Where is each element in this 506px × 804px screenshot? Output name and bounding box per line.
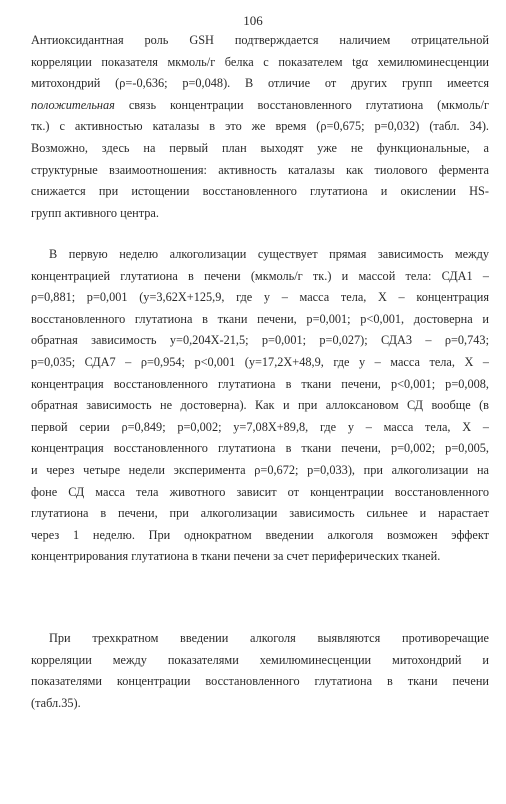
text-line: показателями концентрации восстановленного глутатиона в ткани печени [31,674,489,689]
text-line: первой серии ρ=0,849; p=0,002; y=7,08X+89,8, где y – масса тела, X – [31,419,489,434]
page-number: 106 [243,13,263,28]
paragraph-2 [31,244,489,568]
text-line: концентрирования глутатиона в ткани печени за счет периферических тканей. [31,549,441,564]
text-line: структурные взаимоотношения: активность каталазы как тиолового фермента [31,162,489,177]
text-line: фоне СД масса тела животного зависит от концентрации восстановленного [31,484,489,499]
text-line: В первую неделю алкоголизации существует прямая зависимость между [49,247,489,261]
paragraph-1 [31,30,489,224]
text-line: (табл.35). [31,695,81,710]
text-line: положительная связь концентрации восстановленного глутатиона (мкмоль/г [31,97,489,112]
text-line: При трехкратном введении алкоголя выявляются противоречащие [49,631,489,645]
text-line: Антиоксидантная роль GSH подтверждается наличием отрицательной [31,33,489,47]
text-line: корреляции между показателями хемилюминесценции митохондрий и [31,652,489,667]
text-line: концентрация восстановленного глутатиона в ткани печени, p=0,002; p=0,005, [31,441,489,456]
text-line: снижается при истощении восстановленного глутатиона и окислении HS- [31,184,489,199]
text-line: p=0,035; СДА7 – ρ=0,954; p<0,001 (y=17,2X+48,9, где y – масса тела, X – [31,354,489,369]
text-line: глутатиона в печени, при алкоголизации зависимость сильнее и нарастает [31,506,489,521]
text-line: митохондрий (ρ=-0,636; p=0,048). В отличие от других групп имеется [31,76,489,91]
text-line: и через четыре недели эксперимента ρ=0,672; p=0,033), при алкоголизации на [31,462,489,477]
text-line: обратная зависимость не достоверна). Как и при аллоксановом СД вообще (в [31,398,489,413]
text-line: концентрацией глутатиона в печени (мкмоль/г тк.) и массой тела: СДА1 – [31,268,489,283]
text-line: Возможно, здесь на первый план выходят уже не функциональные, а [31,140,489,155]
emphasized-word: положительная [31,97,115,112]
text-line: восстановленного глутатиона в ткани печени, p=0,001; p<0,001, достоверна и [31,311,489,326]
text-line: через 1 неделю. При однократном введении алкоголя возможен эффект [31,527,489,542]
text-line: обратная зависимость y=0,204X-21,5; p=0,001; p=0,027); СДА3 – ρ=0,743; [31,333,489,348]
text-line: корреляции показателя мкмоль/г белка с показателем tgα хемилюминесценции [31,54,489,69]
text-line: ρ=0,881; p=0,001 (y=3,62X+125,9, где y – масса тела, X – концентрация [31,290,489,305]
paragraph-3 [31,628,489,714]
text-line: концентрация восстановленного глутатиона в ткани печени, p<0,001; p=0,008, [31,376,489,391]
text-line: групп активного центра. [31,205,159,220]
text-line: тк.) с активностью каталазы в это же время (ρ=0,675; p=0,032) (табл. 34). [31,119,489,134]
